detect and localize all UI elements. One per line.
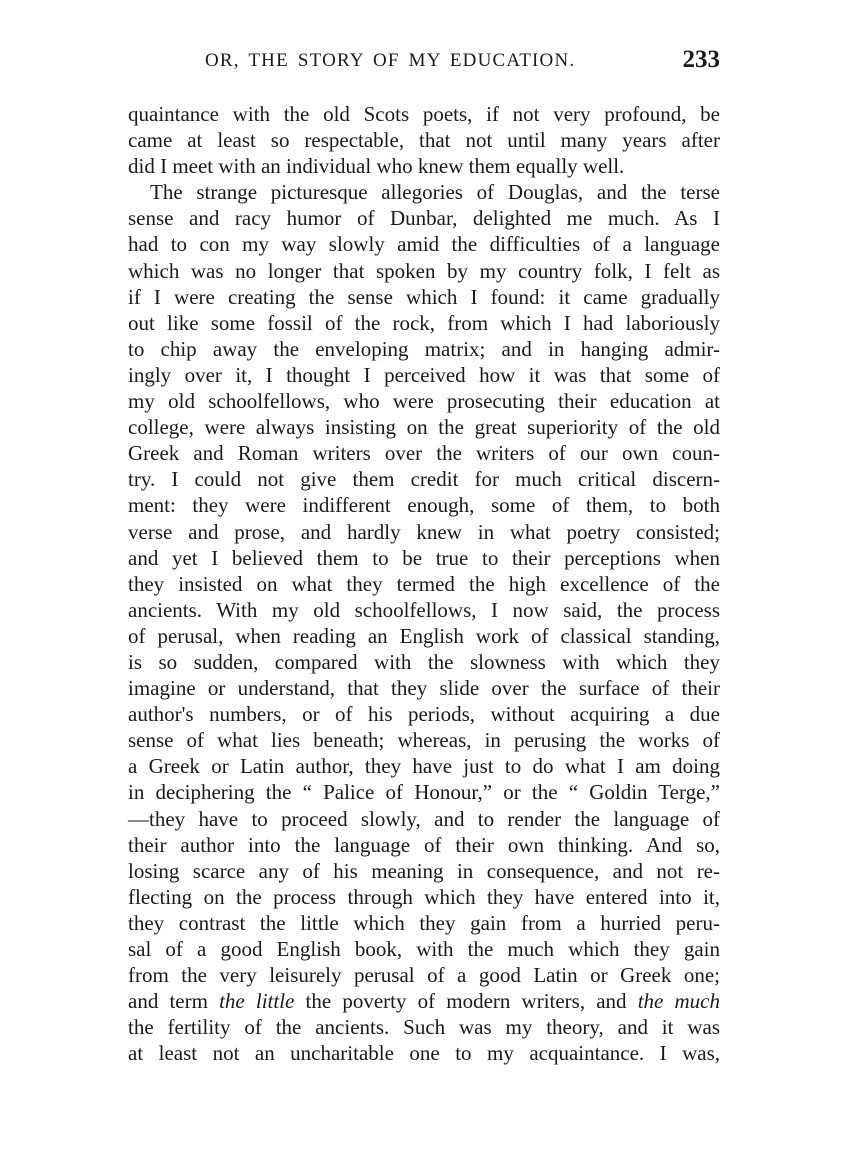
text-line: they contrast the little which they gain from a hurried peru- (128, 910, 720, 935)
text-run: the poverty of modern writers, and (294, 989, 638, 1014)
text-line: The strange picturesque allegories of Douglas, and the terse (150, 180, 720, 205)
text-line: a Greek or Latin author, they have just to do what I am doing (128, 754, 720, 779)
text-line: college, were always insisting on the great superiority of the old (128, 415, 720, 440)
text-line: ingly over it, I thought I perceived how it was that some of (128, 362, 720, 387)
text-line: author's numbers, or of his periods, without acquiring a due (128, 702, 720, 727)
text-line: flecting on the process through which they have entered into it, (128, 884, 720, 909)
text-line: verse and prose, and hardly knew in what poetry consisted; (128, 519, 720, 544)
text-line-italic (128, 988, 720, 1014)
text-line: if I were creating the sense which I found: it came gradually (128, 284, 720, 309)
text-line: the fertility of the ancients. Such was my theory, and it was (128, 1015, 720, 1040)
page-header (205, 46, 720, 80)
text-line: sal of a good English book, with the much which they gain (128, 937, 720, 961)
text-line: and yet I believed them to be true to their perceptions when (128, 545, 720, 570)
text-line: out like some fossil of the rock, from which I had laboriously (128, 310, 720, 335)
text-line: in deciphering the “ Palice of Honour,” or the “ Goldin Terge,” (128, 780, 720, 805)
text-line: which was no longer that spoken by my country folk, I felt as (128, 258, 720, 283)
body-text (128, 101, 720, 1066)
italic-phrase: the much (637, 989, 720, 1014)
text-line: had to con my way slowly amid the difficulties of a language (128, 232, 720, 257)
text-line: of perusal, when reading an English work of classical standing, (128, 623, 720, 648)
text-line: ment: they were indifferent enough, some of them, to both (128, 493, 720, 518)
text-line: quaintance with the old Scots poets, if not very profound, be (128, 102, 720, 126)
text-line: try. I could not give them credit for much critical discern- (128, 467, 720, 492)
text-line: imagine or understand, that they slide over the surface of their (128, 676, 720, 701)
text-line: from the very leisurely perusal of a good Latin or Greek one; (128, 963, 720, 988)
text-line: did I meet with an individual who knew them equally well. (128, 154, 625, 179)
text-line: sense of what lies beneath; whereas, in perusing the works of (128, 728, 720, 753)
text-line: came at least so respectable, that not until many years after (128, 128, 720, 153)
text-line: they insisted on what they termed the high excellence of the (128, 571, 720, 596)
text-run: and term (128, 989, 220, 1014)
text-line: —they have to proceed slowly, and to render the language of (128, 806, 720, 831)
text-line: my old schoolfellows, who were prosecuting their education at (128, 389, 720, 414)
text-line: their author into the language of their own thinking. And so, (128, 832, 720, 857)
running-title: OR, THE STORY OF MY EDUCATION. (205, 50, 576, 71)
text-line: losing scarce any of his meaning in consequence, and not re- (128, 858, 720, 883)
page-number: 233 (682, 46, 720, 73)
text-line: at least not an uncharitable one to my acquaintance. I was, (128, 1041, 720, 1066)
text-line: ancients. With my old schoolfellows, I now said, the process (128, 597, 720, 622)
text-line: Greek and Roman writers over the writers of our own coun- (128, 441, 720, 466)
text-line: to chip away the enveloping matrix; and in hanging admir- (128, 336, 720, 361)
italic-phrase: the little (219, 989, 295, 1014)
text-line: sense and racy humor of Dunbar, delighted me much. As I (128, 206, 720, 231)
text-line: is so sudden, compared with the slowness with which they (128, 649, 720, 674)
